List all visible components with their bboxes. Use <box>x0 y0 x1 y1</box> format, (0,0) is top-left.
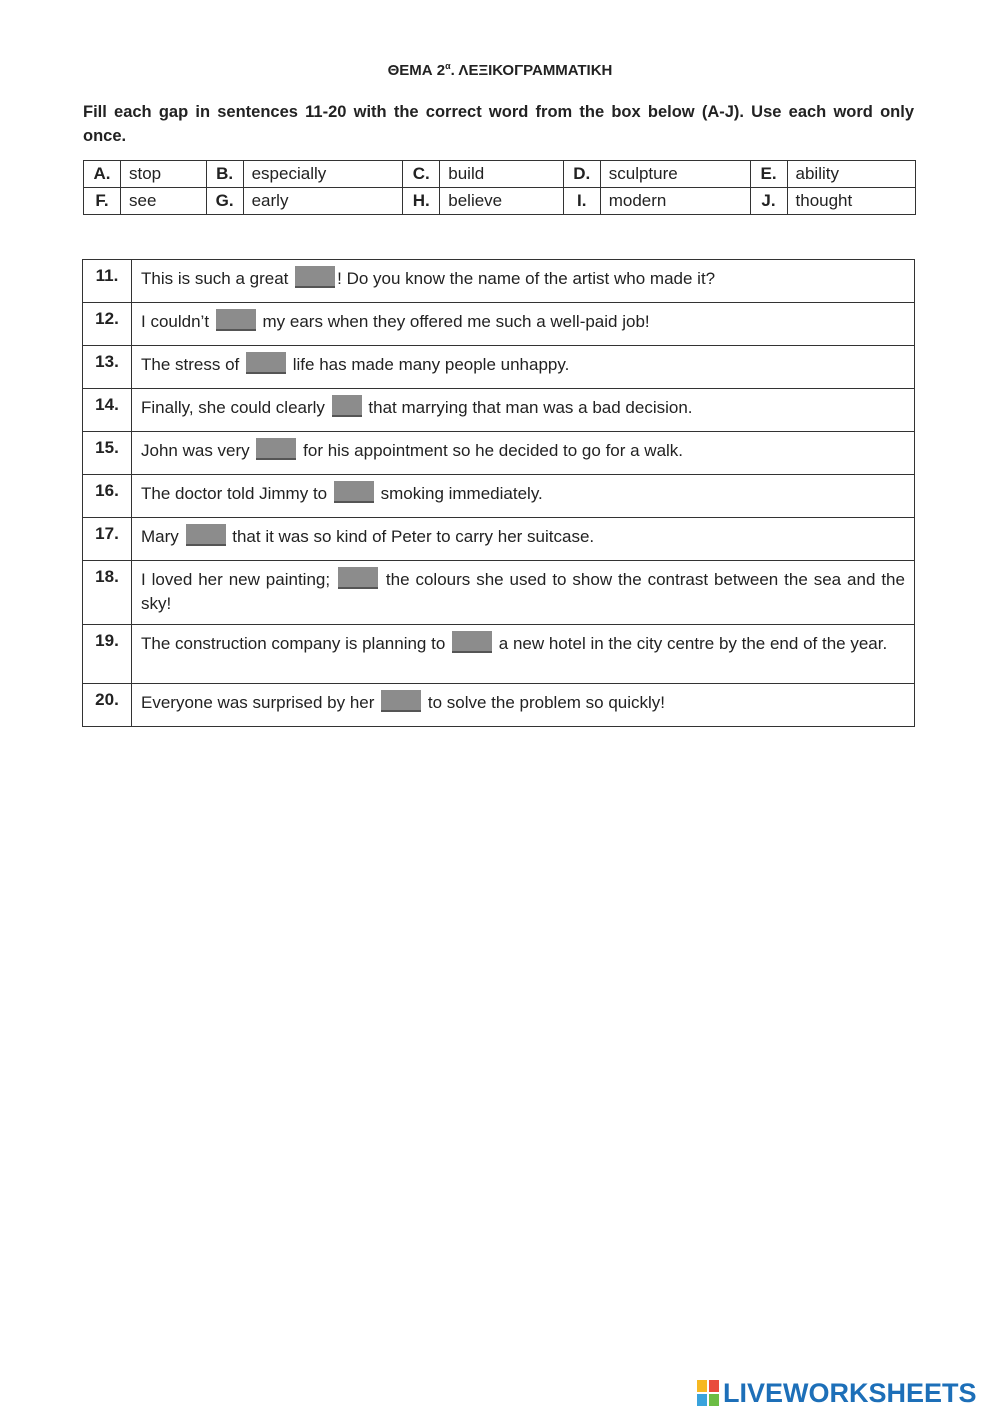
sentence-number: 11. <box>83 260 132 303</box>
option-letter: B. <box>206 161 243 188</box>
word-box-row <box>84 188 916 215</box>
option-letter: H. <box>403 188 440 215</box>
sentences-table <box>82 259 915 727</box>
option-word: stop <box>121 161 207 188</box>
option-letter: D. <box>563 161 600 188</box>
sentence-text: John was very for his appointment so he decided to go for a walk. <box>132 432 915 475</box>
sentence-text: The construction company is planning to a new hotel in the city centre by the end of the year. <box>132 625 915 684</box>
option-word: sculpture <box>600 161 750 188</box>
sentence-text: The doctor told Jimmy to smoking immediately. <box>132 475 915 518</box>
instructions: Fill each gap in sentences 11-20 with the correct word from the box below (A-J). Use each word only once. <box>83 103 914 145</box>
sentence-number: 13. <box>83 346 132 389</box>
sentence-row <box>83 475 915 518</box>
option-word: believe <box>440 188 563 215</box>
option-word: thought <box>787 188 915 215</box>
answer-gap[interactable] <box>334 481 374 503</box>
sentence-text: Everyone was surprised by her to solve the problem so quickly! <box>132 684 915 727</box>
sentence-row <box>83 561 915 625</box>
option-letter: G. <box>206 188 243 215</box>
answer-gap[interactable] <box>256 438 296 460</box>
sentence-row <box>83 346 915 389</box>
sentence-number: 14. <box>83 389 132 432</box>
answer-gap[interactable] <box>216 309 256 331</box>
option-word: especially <box>243 161 403 188</box>
sentence-number: 12. <box>83 303 132 346</box>
option-word: see <box>121 188 207 215</box>
sentence-number: 19. <box>83 625 132 684</box>
word-box-row <box>84 161 916 188</box>
sentence-number: 16. <box>83 475 132 518</box>
option-word: ability <box>787 161 915 188</box>
answer-gap[interactable] <box>338 567 378 589</box>
liveworksheets-brand <box>697 1378 977 1408</box>
page-title: ΘΕΜΑ $2^\alpha$. ΛΕΞΙΚΟΓΡΑΜΜΑΤΙΚΗ <box>387 61 613 79</box>
sentence-text: Mary that it was so kind of Peter to carry her suitcase. <box>132 518 915 561</box>
sentence-text: This is such a great ! Do you know the name of the artist who made it? <box>132 260 915 303</box>
answer-gap[interactable] <box>452 631 492 653</box>
sentence-row <box>83 625 915 684</box>
sentence-number: 18. <box>83 561 132 625</box>
sentence-text: Finally, she could clearly that marrying that man was a bad decision. <box>132 389 915 432</box>
option-letter: A. <box>84 161 121 188</box>
answer-gap[interactable] <box>246 352 286 374</box>
sentence-row <box>83 518 915 561</box>
sentence-number: 17. <box>83 518 132 561</box>
option-word: early <box>243 188 403 215</box>
sentence-row <box>83 389 915 432</box>
sentence-row <box>83 684 915 727</box>
option-letter: C. <box>403 161 440 188</box>
sentence-number: 20. <box>83 684 132 727</box>
word-box <box>83 160 916 215</box>
sentence-number: 15. <box>83 432 132 475</box>
liveworksheets-logo-icon <box>697 1380 719 1406</box>
option-letter: J. <box>750 188 787 215</box>
answer-gap[interactable] <box>381 690 421 712</box>
option-word: build <box>440 161 563 188</box>
sentence-text: The stress of life has made many people unhappy. <box>132 346 915 389</box>
answer-gap[interactable] <box>295 266 335 288</box>
option-letter: I. <box>563 188 600 215</box>
sentence-row <box>83 303 915 346</box>
sentence-row <box>83 432 915 475</box>
sentence-text: I couldn’t my ears when they offered me such a well-paid job! <box>132 303 915 346</box>
answer-gap[interactable] <box>186 524 226 546</box>
answer-gap[interactable] <box>332 395 362 417</box>
brand-text: LIVEWORKSHEETS <box>723 1377 977 1408</box>
sentence-row <box>83 260 915 303</box>
option-word: modern <box>600 188 750 215</box>
option-letter: E. <box>750 161 787 188</box>
option-letter: F. <box>84 188 121 215</box>
sentence-text: I loved her new painting; the colours she used to show the contrast between the sea and the sky! <box>132 561 915 625</box>
